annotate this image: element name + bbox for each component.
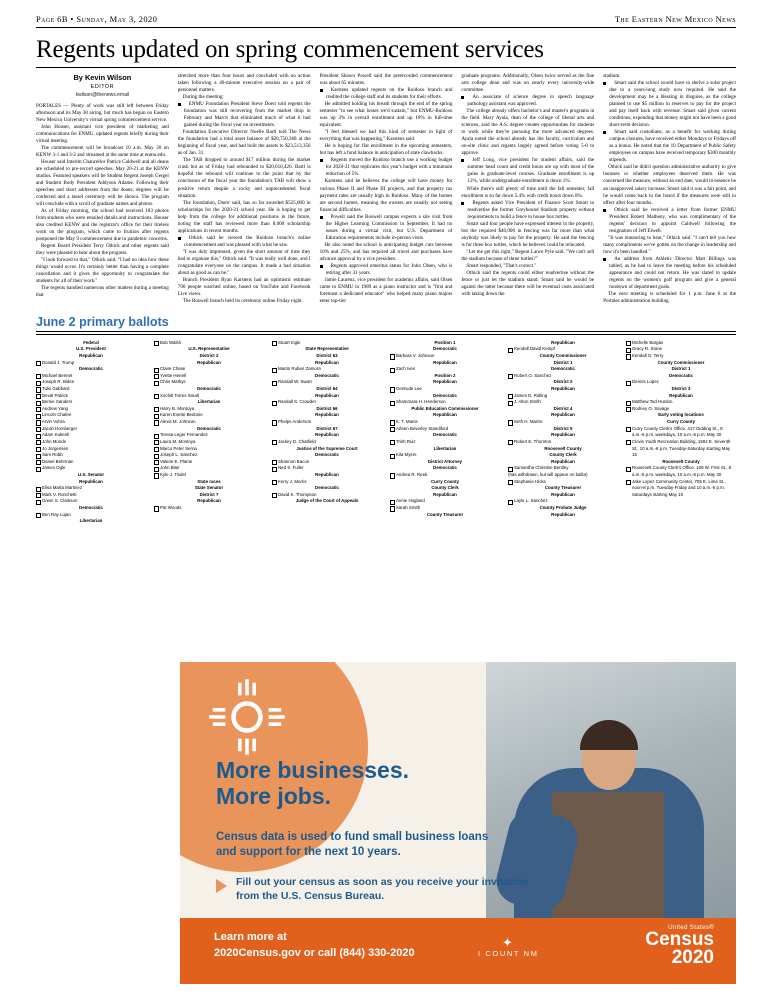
article-column-3 bbox=[320, 73, 453, 305]
ballot-party: Republican bbox=[551, 458, 575, 464]
ballot-party: Democratic bbox=[315, 485, 339, 491]
ballot-party: Democratic bbox=[433, 392, 457, 398]
ad-bottom-bar bbox=[180, 918, 736, 984]
ballot-candidate[interactable]: Annie Hogland bbox=[390, 498, 500, 505]
ballot-district: District 4 bbox=[553, 405, 573, 411]
ballot-candidate[interactable]: Bernie Sanders bbox=[36, 399, 146, 406]
ballot-candidate[interactable]: Xochitl Torres Small bbox=[154, 393, 264, 400]
paragraph: Foundation Executive Director Noelle Bartl told The News the foundation had a total asset balance of $20,750,368 at the beginning of fiscal year, and had built the assets to $23,513,356 as of Jan. 31. bbox=[177, 129, 311, 157]
ballot-candidate[interactable]: Elisa Marta Martinez bbox=[36, 485, 146, 492]
ballot-subheading: Justice of the Supreme Court bbox=[296, 445, 358, 451]
bullet-paragraph: Regents approved emeritus status for John Olsen, who is retiring after 31 years. bbox=[320, 263, 453, 277]
paragraph: "I feel blessed we had this kind of semester in light of everything that was happening," Karstens said. bbox=[319, 129, 453, 143]
ballot-party: Democratic bbox=[669, 372, 693, 378]
paragraph: stadium. bbox=[603, 73, 621, 80]
ballot-party: Republican bbox=[315, 359, 339, 365]
paragraph: Smart responded, "That's correct." bbox=[466, 262, 537, 269]
paragraph: "I look forward to that," Othick said. "I had no idea how these things would occur. It's certainly better than having a complete cancellation and it gives the opportunity to congratulate the students for all of their work." bbox=[36, 257, 169, 285]
ballot-party: Democratic bbox=[433, 346, 457, 352]
ballot-candidate[interactable]: Sarah Smith bbox=[390, 505, 500, 512]
ballot-candidate[interactable]: K. T. Manis bbox=[390, 419, 500, 426]
ballot-candidate[interactable]: James Ogle bbox=[36, 465, 146, 472]
paragraph: "Let me get this right," Regent Lance Pyle said. "We can't sell the stadium because of three turtles?" bbox=[461, 248, 595, 262]
byline-author: By Kevin Wilson bbox=[73, 73, 132, 83]
ballot-candidate[interactable]: Robert E. Thornton bbox=[508, 439, 618, 446]
ballot-candidate[interactable]: Randall W. Swart bbox=[272, 379, 382, 386]
zia-sun-icon bbox=[202, 672, 292, 762]
ballot-subheading: State Representative bbox=[305, 346, 349, 352]
ballot-candidate[interactable]: Joseph L. Sanchez bbox=[154, 452, 264, 459]
ballot-candidate[interactable]: Stuart Ingle bbox=[272, 340, 382, 347]
ballot-note: (has withdrawn, but will appear on ballot) bbox=[508, 471, 588, 477]
ballot-district: District 2 bbox=[199, 352, 219, 358]
ballot-candidate[interactable]: Dennis Lopez bbox=[626, 379, 736, 386]
ballot-candidate[interactable]: Stephanie Hicks bbox=[508, 479, 618, 486]
ad-headline-line2: More jobs. bbox=[216, 782, 332, 809]
ballot-subheading: State Senator bbox=[194, 485, 224, 491]
article-column-1 bbox=[36, 73, 169, 305]
ballot-party: Republican bbox=[315, 412, 339, 418]
ballot-heading: State races bbox=[197, 478, 221, 484]
bullet-paragraph: Smart said the school would have to shelve a solar project due to a years-long study now required. He said the development may be a blessing in disguise, as the college planned to use $5 million in reserves to pay for the project and pay itself back with revenue. Smart said given current conditions, expending that money might not have been a good short-term decision. bbox=[603, 80, 736, 129]
census-advertisement bbox=[180, 662, 736, 984]
ballot-candidate[interactable]: Pat Woods bbox=[154, 505, 264, 512]
ballot-candidate[interactable]: Shannon Bacon bbox=[272, 459, 382, 466]
ballot-district: District 2 bbox=[553, 379, 573, 385]
ballot-position: Position 2 bbox=[434, 372, 456, 378]
ballot-party: Libertarian bbox=[79, 518, 103, 524]
ballot-district: District 3 bbox=[671, 386, 691, 392]
headline-rule bbox=[36, 67, 736, 68]
ballot-candidate[interactable]: Arvin Vohra bbox=[36, 419, 146, 426]
ballot-candidate[interactable]: Gertrude Lee bbox=[390, 386, 500, 393]
early-voting-county: Curry County bbox=[666, 419, 696, 425]
ballot-district: District 66 bbox=[316, 405, 338, 411]
ballot-candidate[interactable]: John Blair bbox=[154, 465, 264, 472]
ballot-candidate[interactable]: Randall S. Crowder bbox=[272, 399, 382, 406]
ballot-candidate[interactable]: Barbara V. Johnson bbox=[390, 353, 500, 360]
ballot-candidate[interactable]: Kyle J. Tisdel bbox=[154, 472, 264, 479]
ballot-party: Republican bbox=[315, 471, 339, 477]
ballot-candidate[interactable]: Yvette Herrell bbox=[154, 373, 264, 380]
ballot-candidate[interactable]: Teresa Leger Fernandez bbox=[154, 432, 264, 439]
ballot-party: Democratic bbox=[197, 425, 221, 431]
ballot-party: Republican bbox=[315, 432, 339, 438]
ballot-candidate[interactable]: Ben Ray Lujan bbox=[36, 512, 146, 519]
ballot-subheading: County Probate Judge bbox=[539, 505, 587, 510]
ballot-candidate[interactable]: Gavin S. Clarkson bbox=[36, 498, 146, 505]
ballot-subheading: County Clerk bbox=[431, 485, 459, 491]
paragraph: graduate programs. Additionally, Olsen twice served as the fine arts college dean and was on nearly every university-wide committee. bbox=[461, 73, 595, 94]
ballot-district: District 5 bbox=[553, 425, 573, 431]
ballot-candidate[interactable]: Seth H. Martin bbox=[508, 419, 618, 426]
ballot-candidate[interactable]: Zach Ives bbox=[390, 366, 500, 373]
ballot-candidate[interactable]: Lincoln Chafee bbox=[36, 412, 146, 419]
ballot-candidate[interactable]: Jo Jorgensen bbox=[36, 446, 146, 453]
ballot-candidate[interactable]: Shammara H. Henderson bbox=[390, 399, 500, 406]
ballot-candidate[interactable]: Phelps Anderson bbox=[272, 419, 382, 426]
ballot-candidate[interactable]: Bob Walsh bbox=[154, 340, 264, 347]
ad-url[interactable]: 2020Census.gov or call (844) 330-2020 bbox=[214, 946, 415, 959]
paragraph: Regent Board President Terry Othick and other regents said they were pleased to hear about the progress. bbox=[36, 243, 169, 257]
ballot-party: Republican bbox=[551, 511, 575, 517]
ballot-candidate[interactable]: Chris Mathys bbox=[154, 379, 264, 386]
ballot-candidate[interactable]: Kila Myers bbox=[390, 452, 500, 459]
census-brand-us: United States® bbox=[668, 924, 714, 931]
census-brand bbox=[645, 924, 714, 967]
ballot-candidate[interactable]: Samantha Christine Bentley bbox=[508, 465, 618, 472]
ballot-candidate[interactable]: Ned S. Fuller bbox=[272, 465, 382, 472]
ballot-candidate[interactable]: Gracy R. Stone bbox=[626, 346, 736, 353]
bullet-paragraph: Karstens updated regents on the Ruidoso branch and credited the college staff and its students for their efforts. bbox=[320, 87, 453, 101]
ballot-candidate[interactable]: Marco Peter Serna bbox=[154, 446, 264, 453]
census-brand-line1: Census bbox=[645, 929, 714, 950]
ballot-subheading: U.S. President bbox=[76, 346, 106, 352]
early-voting-location: Curry County Clerk's Office, 417 Gidding St., 8 a.m.-6 p.m. weekdays, 10 a.m.-6 p.m. May 30 bbox=[626, 426, 736, 439]
paragraph: He is hoping for flat enrollment in the upcoming semesters, but has left a fund balance in anticipation of state clawbacks. bbox=[319, 143, 453, 157]
ballot-party: Democratic bbox=[551, 366, 575, 372]
ballot-candidate[interactable]: Mark V. Ronchetti bbox=[36, 492, 146, 499]
ballot-party: Libertarian bbox=[433, 445, 457, 451]
ballot-column-2 bbox=[154, 340, 264, 525]
ballot-candidate[interactable]: Kendall G. Terry bbox=[626, 353, 736, 360]
ballot-party: Republican bbox=[669, 392, 693, 398]
star-icon: ✦ bbox=[501, 935, 515, 950]
ballot-subheading: County Treasurer bbox=[544, 485, 582, 491]
ballot-party: Republican bbox=[433, 491, 457, 497]
ballot-party: Democratic bbox=[315, 452, 339, 458]
count-nm-logo bbox=[478, 936, 538, 958]
ballot-candidate[interactable]: David K. Thompson bbox=[272, 492, 382, 499]
ballot-candidate[interactable]: Valerie E. Plame bbox=[154, 459, 264, 466]
ballot-column-5 bbox=[508, 340, 618, 525]
paragraph: He admitted holding his breath through the end of the spring semester "to see what losses we'd sustain," but ENMU-Ruidoso was up 3% in overall enrollment and up 18% in full-time equivalent. bbox=[319, 101, 453, 129]
ballot-candidate[interactable]: Deval Patrick bbox=[36, 393, 146, 400]
ballot-candidate[interactable]: Claire Chase bbox=[154, 366, 264, 373]
paragraph: Jamie Laurenz, vice president for academic affairs, said Olsen came to ENMU in 1989 as a piano instructor and is "first and foremost a dedicated educator" who helped many piano majors enter top-tier bbox=[319, 276, 453, 304]
ballot-subheading: County Commissioner bbox=[539, 352, 587, 358]
ad-headline bbox=[216, 758, 409, 810]
ballot-candidate[interactable]: Kerry J. Morris bbox=[272, 479, 382, 486]
bullet-paragraph: Jeff Long, vice president for student affairs, said the summer head count and credit hours are up with most of the gains in graduate-level courses. Graduate enrollment is up 12%, while undergraduate enrollment is down 1%. bbox=[461, 157, 594, 185]
ballot-position: Position 1 bbox=[434, 339, 456, 345]
ballot-candidate[interactable]: Donald J. Trump bbox=[36, 360, 146, 367]
ballot-column-1 bbox=[36, 340, 146, 525]
ballot-subheading: County Clerk bbox=[549, 452, 577, 458]
ballot-subheading: County Commissioner bbox=[657, 359, 705, 365]
ballot-column-6 bbox=[626, 340, 736, 525]
ballot-party: Republican bbox=[79, 478, 103, 484]
paragraph: "It was reassuring to hear," Othick said. "I can't tell you how many compliments we've gotten on the change in leadership and how it's been handled." bbox=[603, 234, 736, 255]
masthead-right: The Eastern New Mexico News bbox=[614, 14, 736, 24]
ballot-party: Republican bbox=[197, 498, 221, 504]
ballot-party: Democratic bbox=[433, 465, 457, 471]
ballot-candidate[interactable]: Adam Kokesh bbox=[36, 432, 146, 439]
ballot-candidate[interactable]: Karen Evette Bedonie bbox=[154, 412, 264, 419]
page-sheet bbox=[36, 14, 736, 984]
ballot-party: Republican bbox=[551, 386, 575, 392]
paragraph: The foundation, Doerr said, has so far awarded $525,000 in scholarships for the 2020-21 school year. He is hoping to get help from the college for additional positions in the future, noting the staff has reviewed more than 8,000 scholarship applications in recent months. bbox=[177, 199, 311, 234]
article-body bbox=[36, 73, 736, 305]
ballot-party: Republican bbox=[315, 392, 339, 398]
ballot-candidate[interactable]: Rodney O. Savage bbox=[626, 406, 736, 413]
paragraph: "I was duly impressed, given the short amount of time they had to organize this," Othick said. "It was really well done, and I congratulate everyone on the campus. It made a bad situation about as good as can be." bbox=[177, 248, 311, 276]
ballot-column-4 bbox=[390, 340, 500, 525]
paragraph: The TAB dropped to around $17 million during the market crash but as of Friday had rebounded to $20,610,426. Bartl is hopeful the rebound will continue to the point that by the conclusion of the fiscal year the foundation's TAB will show a positive return despite a rocky and unprecedented fiscal situation. bbox=[177, 157, 311, 199]
ballot-party: Republican bbox=[551, 339, 575, 345]
ballot-party: Republican bbox=[551, 412, 575, 418]
paragraph: During the meeting: bbox=[182, 94, 224, 101]
ballot-district: District 7 bbox=[199, 491, 219, 497]
ballot-subheading: District Attorney bbox=[427, 458, 463, 464]
early-voting-county: Roosevelt County bbox=[662, 458, 700, 464]
ballot-party: Republican bbox=[551, 491, 575, 497]
ballot-candidate[interactable]: Arleen Beverley Standiford bbox=[390, 426, 500, 433]
bullet-paragraph: Regents moved the Ruidoso branch use a working budget for 2020-21 that replicates this year's budget with a minimum reduction of 5%. bbox=[320, 157, 453, 178]
ballot-candidate[interactable]: Sam Robb bbox=[36, 452, 146, 459]
ballot-party: Republican bbox=[79, 352, 103, 358]
paragraph: Karstens said he believes the college will have money for various Phase II and Phase III projects, and that property tax payment rates are usually high in Ruidoso. Many of the homes are second homes, meaning the owners are usually not seeing financial difficulties. bbox=[319, 178, 453, 213]
ballot-district: District 64 bbox=[316, 386, 338, 392]
ballot-candidate[interactable]: John Monds bbox=[36, 439, 146, 446]
masthead bbox=[36, 14, 736, 28]
article-column-5 bbox=[603, 73, 736, 305]
paragraph: Smart said four people have expressed interest in the property, but the required $40,000 in fencing was far more than what anybody was likely to pay for the property. He said the fencing is for three box turtles, which he believes could be relocated. bbox=[461, 220, 595, 248]
paragraph: John Houser, assistant vice president of marketing and communications for ENMU, updated regents briefly during their virtual meeting. bbox=[36, 123, 169, 144]
ballot-candidate[interactable]: Andrew Yang bbox=[36, 406, 146, 413]
ballot-candidate[interactable]: Alexis M. Johnson bbox=[154, 419, 264, 426]
ballot-party: Republican bbox=[433, 412, 457, 418]
ballot-subheading: County Treasurer bbox=[426, 511, 464, 517]
ballot-district: District 63 bbox=[316, 352, 338, 358]
ballot-candidate[interactable]: Matthew Tod Hurdon bbox=[626, 399, 736, 406]
bullet-paragraph: Othick said he viewed the Ruidoso branch's online commencement and was pleased with what he saw. bbox=[178, 235, 311, 249]
paragraph: Othick said the regents could either readvertise without the fence or just let the stadium stand. Smart said he would be against the latter because there will be eventual costs associated with taking down the bbox=[461, 269, 595, 297]
ballot-candidate[interactable]: Laura M. Montoya bbox=[154, 439, 264, 446]
paragraph: As of Friday morning, the school had received 183 photos from students who were emailed details and instructions. Houser also credited KENW and the registrar's office for their tireless work on the program, which came to fruition after regents postponed the May 9 commencement due to pandemic concerns. bbox=[36, 208, 169, 243]
byline-email: kwilson@thenews.email bbox=[75, 91, 130, 98]
ballot-candidate[interactable]: Michelle Bargas bbox=[626, 340, 736, 347]
ad-call-to-action bbox=[216, 876, 536, 903]
ballots-section-title: June 2 primary ballots bbox=[36, 314, 169, 329]
ad-body-text: Census data is used to fund small business loans and support for the next 10 years. bbox=[216, 831, 489, 858]
ballot-district: District 1 bbox=[671, 366, 691, 372]
ballot-party: Libertarian bbox=[197, 399, 221, 405]
masthead-left: Page 6B • Sunday, May 3, 2020 bbox=[36, 14, 158, 24]
ad-cta-text: Fill out your census as soon as you receive your invitation from the U.S. Census Bureau. bbox=[236, 876, 529, 902]
bullet-paragraph: Smart said custodians, as a benefit for working during campus closures, have received either Mondays or Fridays off as a bonus. He noted that the 10 Department of Public Safety employees on campus have received temporary $300 monthly stipends. bbox=[603, 129, 736, 164]
paragraph: PORTALES — Plenty of work was still left between Friday afternoon and its May 30 airing, but much has begun on Eastern New Mexico University's virtual spring commencement service. bbox=[36, 102, 169, 123]
ballot-subheading: U.S. Representative bbox=[188, 346, 230, 352]
paragraph: stretched more than four hours and concluded with no action taken following a 40-minute executive session on a pair of personnel matters. bbox=[177, 73, 311, 94]
paragraph: Houser said Interim Chancellor Patrice Caldwell and all deans are scheduled to pre-record speeches. May 20-21 at the KENW studios. Featured speakers will be Student Regent Joseph Gergel and Student Body President Addyson Adame. Following their speeches and short addresses from the deans, degrees will be conferred and a tassel ceremony will be shown. The program will conclude with a scroll of graduate names and photos. bbox=[36, 158, 169, 208]
ballot-subheading: Public Education Commissioner bbox=[411, 405, 479, 411]
ballot-candidate[interactable]: James D. Ridling bbox=[508, 393, 618, 400]
ballot-candidate[interactable]: Martin Ruben Zamora bbox=[272, 366, 382, 373]
ballot-candidate[interactable]: Michael Bennet bbox=[36, 373, 146, 380]
triangle-icon bbox=[216, 879, 227, 893]
paragraph: The college already offers bachelor's and master's programs in the field. Mary Ayala, dean of the college of liberal arts and sciences, said the A.S. degree creates opportunities for students to work while they're pursuing the more advanced degrees. Ayala noted the school already has the faculty, curriculum and on-site clinic and regents largely agreed before voting 5-0 to approve. bbox=[461, 108, 595, 157]
ballot-candidate[interactable]: Joseph R. Biden bbox=[36, 379, 146, 386]
ballot-candidate[interactable]: Layle L. Sanchez bbox=[508, 498, 618, 505]
article-column-4 bbox=[461, 73, 594, 305]
bullet-paragraph: ENMU Foundation President Steve Doerr told regents the foundation was still recovering from the market drop in February and March that eliminated much of what it had gained during the fiscal year on investments. bbox=[178, 101, 311, 129]
ballots-grid bbox=[36, 340, 736, 525]
paragraph: While there's still plenty of time until the fall semester, fall enrollment is so far down 5.4% with credit hours down 8%. bbox=[461, 185, 595, 199]
ballot-candidate[interactable]: Jackey D. Chatfield bbox=[272, 439, 382, 446]
paragraph: Branch President Ryan Karstens had an optimistic estimate 700 people watched online, based on YouTube and Facebook Live views. bbox=[177, 276, 311, 297]
ballot-party: Republican bbox=[197, 359, 221, 365]
bullet-paragraph: An associate of science degree in speech language pathology assistant was approved. bbox=[461, 94, 594, 108]
ballot-candidate[interactable]: Daniel Behrman bbox=[36, 459, 146, 466]
ballot-column-3 bbox=[272, 340, 382, 525]
early-voting-location: Jake Lopez Community Center, 705 E. Lime St., noon-8 p.m. Tuesday-Friday and 10 a.m.-6 p.m. Saturdays starting May 16 bbox=[626, 479, 736, 499]
ballot-party: Republican bbox=[433, 359, 457, 365]
paragraph: The Roswell branch held its ceremony online Friday night. bbox=[182, 297, 303, 304]
ballot-candidate[interactable]: Tulsi Gabbard bbox=[36, 386, 146, 393]
ballots-rule bbox=[36, 331, 736, 335]
ballot-heading: Federal bbox=[83, 339, 99, 345]
count-nm-label: I COUNT NM bbox=[478, 949, 539, 958]
ballot-candidate[interactable]: Harry B. Montoya bbox=[154, 406, 264, 413]
ballot-heading: Roosevelt County bbox=[544, 445, 582, 451]
ballot-subheading: Judge of the Court of Appeals bbox=[295, 498, 359, 504]
ballot-heading: Curry County bbox=[430, 478, 460, 484]
bullet-paragraph: Powell said the Roswell campus expects a site visit from the Higher Learning Commission in September. It had no issues during a virtual visit, but U.S. Department of Education requirements include in-person visits. bbox=[320, 214, 453, 242]
census-brand-line2: 2020 bbox=[671, 947, 714, 969]
early-voting-heading: Early voting locations bbox=[658, 412, 704, 418]
ballot-district: District 67 bbox=[316, 425, 338, 431]
ballot-party: Democratic bbox=[79, 505, 103, 510]
ballot-subheading: U.S. Senator bbox=[77, 471, 105, 477]
paragraph: The regents handled numerous other matters during a meeting that bbox=[36, 285, 169, 299]
ballot-party: Republican bbox=[433, 379, 457, 385]
ballot-party: Democratic bbox=[197, 386, 221, 392]
article-headline: Regents updated on spring commencement services bbox=[36, 36, 544, 63]
ad-headline-line1: More businesses. bbox=[216, 757, 410, 783]
paragraph: Othick said he didn't question administrative authority to give bonuses or whether employees deserved them. He was concerned the measure, without an end date, would in essence be an unapproved salary increase. Smart said it was a fair point, and he would come back to the board if the measures were still in effect after four months. bbox=[603, 164, 736, 206]
ad-learn-more bbox=[214, 930, 415, 962]
bullet-paragraph: Regents asked Vice President of Finance Scott Smart to readvertise the former Greyhound Stadium property without requirements to build a fence to house box turtles. bbox=[461, 200, 594, 221]
ballot-district: District 1 bbox=[553, 359, 573, 365]
paragraph: He also noted the school is anticipating budget cuts between 10% and 25%, and has required all travel and purchases have advance approval by a vice president. bbox=[319, 241, 453, 262]
paragraph: The commencement will be broadcast 10 a.m. May 30 on KENW 3-1 and 3-2 and streamed at the same time at enmu.edu. bbox=[36, 144, 169, 158]
early-voting-location: Clovis Youth Recreation Building, 1504 E. Seventh St., 10 a.m.-6 p.m. Tuesday-Saturday starting May 16 bbox=[626, 439, 736, 459]
paragraph: President Shawn Powell said the prerecorded commencement was about 65 minutes. bbox=[319, 73, 453, 87]
ballot-candidate[interactable]: Kendall David Kempf bbox=[508, 346, 618, 353]
early-voting-location: Roosevelt County Clerk's Office, 109 W. First St., 8 a.m.-5 p.m. weekdays, 10 a.m.-6 p.m. May 30 bbox=[626, 465, 736, 478]
ballot-party: Democratic bbox=[433, 432, 457, 438]
ballot-candidate[interactable]: Trish Ruiz bbox=[390, 439, 500, 446]
ballot-party: Democratic bbox=[79, 366, 103, 372]
bullet-paragraph: An address from Athletic Director Matt Billings was tabled, as he had to leave the meeting before his scheduled appearance and could not return. He was slated to update regents on the women's golf program and give a general rundown of department goals. bbox=[603, 256, 736, 291]
byline-title: EDITOR bbox=[90, 84, 115, 91]
ad-learn-label: Learn more at bbox=[214, 931, 287, 943]
ballot-candidate[interactable]: J. Alton Smith bbox=[508, 399, 618, 406]
bullet-paragraph: Othick said he received a letter from former ENMU President Robert Matheny, who was complimentary of the regents' decision to appoint Caldwell following the resignation of Jeff Elwell. bbox=[603, 207, 736, 235]
ballot-candidate[interactable]: Robert O. Sanchez bbox=[508, 373, 618, 380]
ad-top-panel bbox=[180, 662, 736, 918]
ballot-candidate[interactable]: Andrea R. Reeb bbox=[390, 472, 500, 479]
ballot-party: Republican bbox=[551, 432, 575, 438]
ballot-party: Democratic bbox=[315, 372, 339, 378]
article-column-2 bbox=[178, 73, 311, 305]
ballot-candidate[interactable]: Jacob Hornberger bbox=[36, 426, 146, 433]
paragraph: The next meeting is scheduled for 1 p.m. June 6 at the Portales administration building. bbox=[603, 290, 736, 304]
